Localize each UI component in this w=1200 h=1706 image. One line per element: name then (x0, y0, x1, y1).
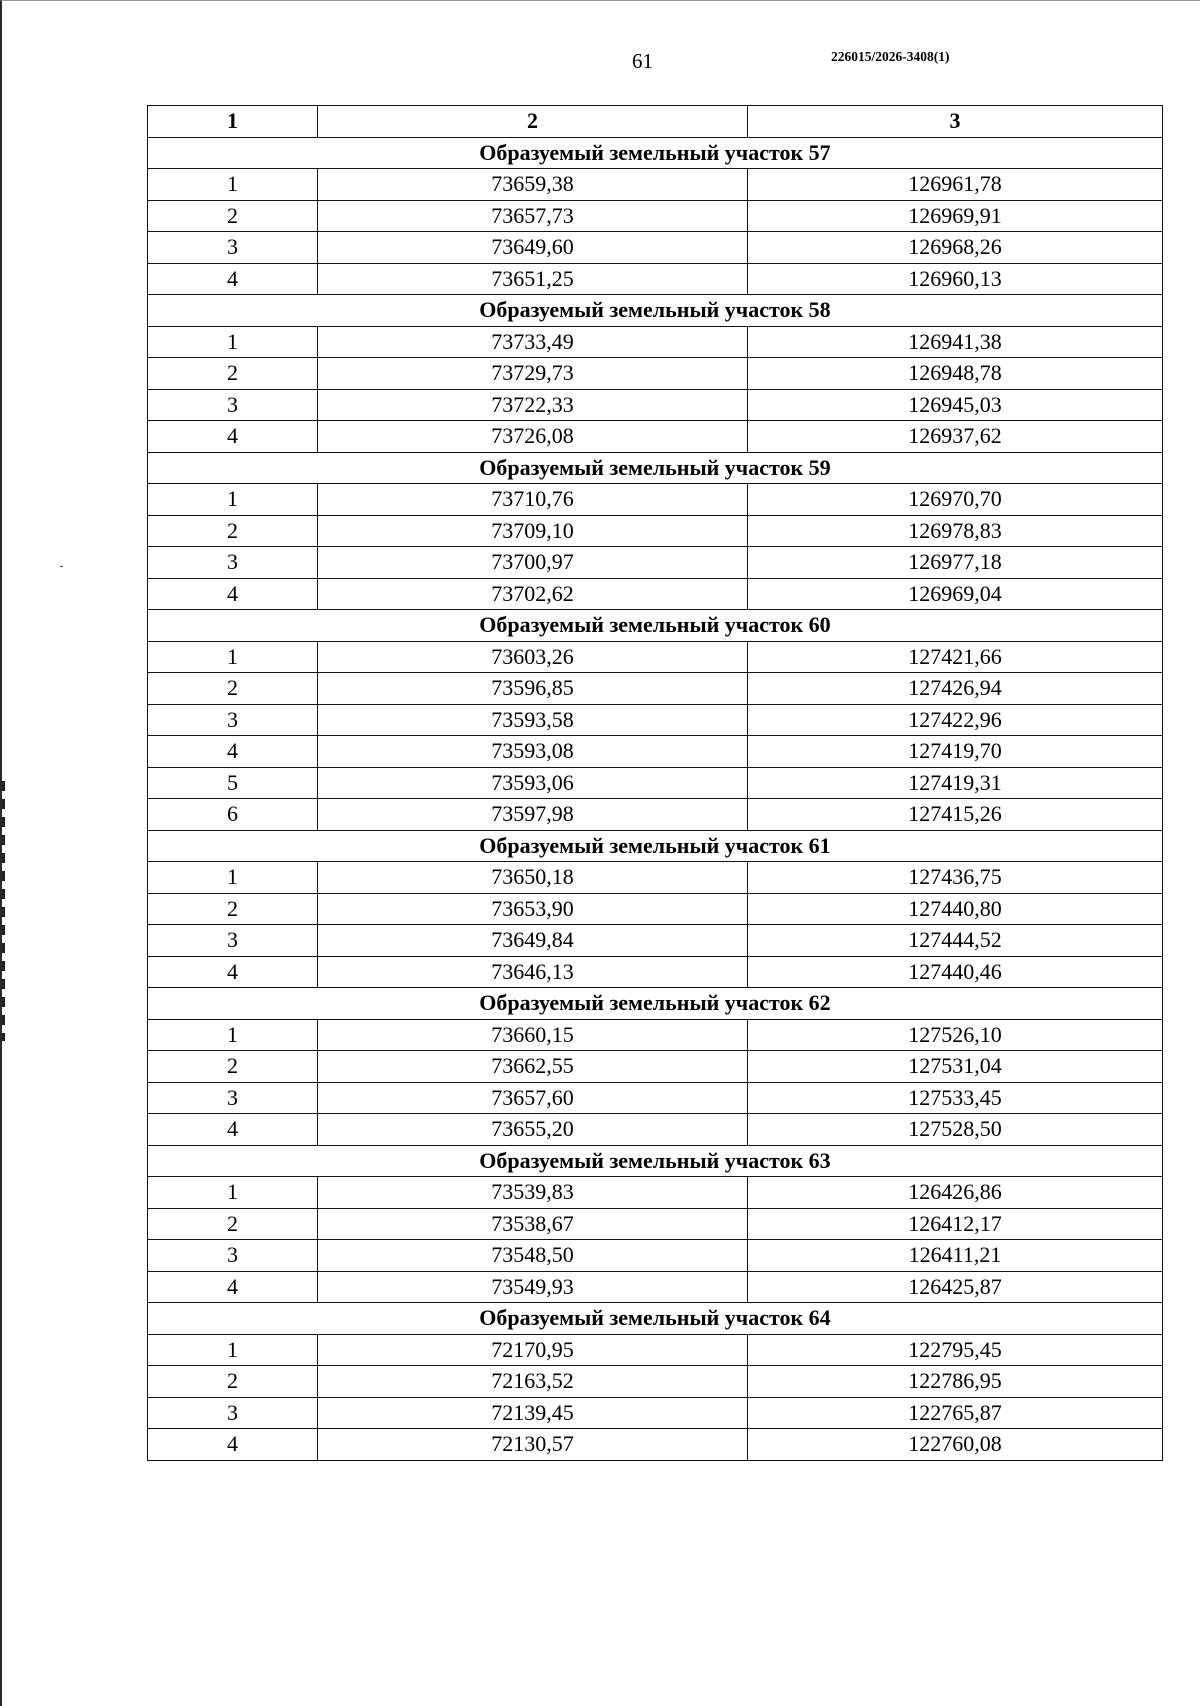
y-coordinate-cell: 127440,46 (748, 956, 1163, 988)
y-coordinate-cell: 126969,91 (748, 200, 1163, 232)
column-header-1: 1 (148, 106, 318, 138)
x-coordinate-cell: 73649,60 (318, 232, 748, 264)
x-coordinate-cell: 73650,18 (318, 862, 748, 894)
section-title: Образуемый земельный участок 64 (148, 1303, 1163, 1335)
x-coordinate-cell: 72130,57 (318, 1429, 748, 1461)
section-header-row (148, 610, 1163, 642)
x-coordinate-cell: 73733,49 (318, 326, 748, 358)
table-row (148, 232, 1163, 264)
y-coordinate-cell: 126978,83 (748, 515, 1163, 547)
y-coordinate-cell: 126945,03 (748, 389, 1163, 421)
table-row (148, 1019, 1163, 1051)
section-header-row (148, 830, 1163, 862)
point-number-cell: 1 (148, 1019, 318, 1051)
y-coordinate-cell: 126960,13 (748, 263, 1163, 295)
section-header-row (148, 452, 1163, 484)
table-row (148, 1429, 1163, 1461)
y-coordinate-cell: 127419,31 (748, 767, 1163, 799)
table-row (148, 925, 1163, 957)
section-title: Образуемый земельный участок 60 (148, 610, 1163, 642)
x-coordinate-cell: 73660,15 (318, 1019, 748, 1051)
y-coordinate-cell: 127533,45 (748, 1082, 1163, 1114)
point-number-cell: 4 (148, 736, 318, 768)
y-coordinate-cell: 126412,17 (748, 1208, 1163, 1240)
table-row (148, 1366, 1163, 1398)
point-number-cell: 2 (148, 515, 318, 547)
point-number-cell: 3 (148, 925, 318, 957)
x-coordinate-cell: 73657,73 (318, 200, 748, 232)
x-coordinate-cell: 73702,62 (318, 578, 748, 610)
point-number-cell: 2 (148, 893, 318, 925)
point-number-cell: 1 (148, 484, 318, 516)
x-coordinate-cell: 72139,45 (318, 1397, 748, 1429)
section-header-row (148, 137, 1163, 169)
y-coordinate-cell: 126977,18 (748, 547, 1163, 579)
y-coordinate-cell: 127531,04 (748, 1051, 1163, 1083)
table-row (148, 358, 1163, 390)
point-number-cell: 4 (148, 956, 318, 988)
x-coordinate-cell: 73603,26 (318, 641, 748, 673)
y-coordinate-cell: 127436,75 (748, 862, 1163, 894)
x-coordinate-cell: 73593,58 (318, 704, 748, 736)
coordinates-table (147, 105, 1163, 1461)
table-row (148, 484, 1163, 516)
table-row (148, 1177, 1163, 1209)
x-coordinate-cell: 73700,97 (318, 547, 748, 579)
y-coordinate-cell: 127526,10 (748, 1019, 1163, 1051)
x-coordinate-cell: 73596,85 (318, 673, 748, 705)
table-header (148, 106, 1163, 138)
section-title: Образуемый земельный участок 57 (148, 137, 1163, 169)
x-coordinate-cell: 73646,13 (318, 956, 748, 988)
point-number-cell: 2 (148, 358, 318, 390)
x-coordinate-cell: 73657,60 (318, 1082, 748, 1114)
y-coordinate-cell: 127419,70 (748, 736, 1163, 768)
point-number-cell: 1 (148, 862, 318, 894)
point-number-cell: 2 (148, 200, 318, 232)
table-row (148, 736, 1163, 768)
table-body (148, 137, 1163, 1460)
table-row (148, 1082, 1163, 1114)
point-number-cell: 4 (148, 578, 318, 610)
point-number-cell: 5 (148, 767, 318, 799)
y-coordinate-cell: 122760,08 (748, 1429, 1163, 1461)
x-coordinate-cell: 72170,95 (318, 1334, 748, 1366)
section-title: Образуемый земельный участок 61 (148, 830, 1163, 862)
point-number-cell: 3 (148, 1240, 318, 1272)
table-row (148, 578, 1163, 610)
section-title: Образуемый земельный участок 62 (148, 988, 1163, 1020)
x-coordinate-cell: 73593,06 (318, 767, 748, 799)
x-coordinate-cell: 73549,93 (318, 1271, 748, 1303)
section-header-row (148, 1303, 1163, 1335)
document-code: 226015/2026-3408(1) (831, 49, 950, 64)
point-number-cell: 3 (148, 1082, 318, 1114)
x-coordinate-cell: 73662,55 (318, 1051, 748, 1083)
section-header-row (148, 1145, 1163, 1177)
column-header-2: 2 (318, 106, 748, 138)
column-header-3: 3 (748, 106, 1163, 138)
table-row (148, 767, 1163, 799)
table-row (148, 1240, 1163, 1272)
x-coordinate-cell: 73538,67 (318, 1208, 748, 1240)
x-coordinate-cell: 73593,08 (318, 736, 748, 768)
point-number-cell: 3 (148, 704, 318, 736)
section-header-row (148, 988, 1163, 1020)
x-coordinate-cell: 73729,73 (318, 358, 748, 390)
point-number-cell: 3 (148, 547, 318, 579)
point-number-cell: 3 (148, 1397, 318, 1429)
point-number-cell: 2 (148, 1051, 318, 1083)
table-row (148, 1271, 1163, 1303)
table-row (148, 704, 1163, 736)
scan-speck (60, 566, 63, 567)
y-coordinate-cell: 127426,94 (748, 673, 1163, 705)
x-coordinate-cell: 73649,84 (318, 925, 748, 957)
table-row (148, 1397, 1163, 1429)
y-coordinate-cell: 127421,66 (748, 641, 1163, 673)
table-row (148, 1334, 1163, 1366)
x-coordinate-cell: 73597,98 (318, 799, 748, 831)
point-number-cell: 1 (148, 326, 318, 358)
y-coordinate-cell: 127415,26 (748, 799, 1163, 831)
x-coordinate-cell: 73651,25 (318, 263, 748, 295)
table-row (148, 389, 1163, 421)
y-coordinate-cell: 127444,52 (748, 925, 1163, 957)
table-row (148, 1208, 1163, 1240)
table-row (148, 862, 1163, 894)
point-number-cell: 1 (148, 1334, 318, 1366)
y-coordinate-cell: 126411,21 (748, 1240, 1163, 1272)
section-title: Образуемый земельный участок 59 (148, 452, 1163, 484)
y-coordinate-cell: 126425,87 (748, 1271, 1163, 1303)
table-row (148, 799, 1163, 831)
section-title: Образуемый земельный участок 58 (148, 295, 1163, 327)
point-number-cell: 4 (148, 1271, 318, 1303)
table-row (148, 673, 1163, 705)
x-coordinate-cell: 73655,20 (318, 1114, 748, 1146)
table-row (148, 515, 1163, 547)
y-coordinate-cell: 122765,87 (748, 1397, 1163, 1429)
point-number-cell: 1 (148, 169, 318, 201)
y-coordinate-cell: 126969,04 (748, 578, 1163, 610)
x-coordinate-cell: 73653,90 (318, 893, 748, 925)
point-number-cell: 2 (148, 673, 318, 705)
table-row (148, 641, 1163, 673)
binding-edge-marks (2, 781, 5, 1041)
point-number-cell: 4 (148, 421, 318, 453)
section-title: Образуемый земельный участок 63 (148, 1145, 1163, 1177)
x-coordinate-cell: 73709,10 (318, 515, 748, 547)
table-row (148, 1114, 1163, 1146)
section-header-row (148, 295, 1163, 327)
y-coordinate-cell: 126961,78 (748, 169, 1163, 201)
table-row (148, 956, 1163, 988)
y-coordinate-cell: 126941,38 (748, 326, 1163, 358)
x-coordinate-cell: 73548,50 (318, 1240, 748, 1272)
y-coordinate-cell: 127440,80 (748, 893, 1163, 925)
x-coordinate-cell: 72163,52 (318, 1366, 748, 1398)
y-coordinate-cell: 126968,26 (748, 232, 1163, 264)
table-row (148, 421, 1163, 453)
table-row (148, 263, 1163, 295)
table-row (148, 200, 1163, 232)
x-coordinate-cell: 73539,83 (318, 1177, 748, 1209)
point-number-cell: 4 (148, 263, 318, 295)
y-coordinate-cell: 127528,50 (748, 1114, 1163, 1146)
y-coordinate-cell: 126970,70 (748, 484, 1163, 516)
point-number-cell: 2 (148, 1366, 318, 1398)
x-coordinate-cell: 73710,76 (318, 484, 748, 516)
point-number-cell: 2 (148, 1208, 318, 1240)
point-number-cell: 3 (148, 232, 318, 264)
table-row (148, 169, 1163, 201)
point-number-cell: 1 (148, 1177, 318, 1209)
x-coordinate-cell: 73722,33 (318, 389, 748, 421)
y-coordinate-cell: 122795,45 (748, 1334, 1163, 1366)
point-number-cell: 6 (148, 799, 318, 831)
y-coordinate-cell: 126426,86 (748, 1177, 1163, 1209)
table-row (148, 326, 1163, 358)
y-coordinate-cell: 127422,96 (748, 704, 1163, 736)
point-number-cell: 3 (148, 389, 318, 421)
point-number-cell: 4 (148, 1429, 318, 1461)
page-number: 61 (632, 49, 653, 73)
x-coordinate-cell: 73726,08 (318, 421, 748, 453)
y-coordinate-cell: 122786,95 (748, 1366, 1163, 1398)
table-row (148, 1051, 1163, 1083)
table-row (148, 547, 1163, 579)
x-coordinate-cell: 73659,38 (318, 169, 748, 201)
table-row (148, 893, 1163, 925)
header-row (148, 106, 1163, 138)
point-number-cell: 1 (148, 641, 318, 673)
y-coordinate-cell: 126948,78 (748, 358, 1163, 390)
y-coordinate-cell: 126937,62 (748, 421, 1163, 453)
point-number-cell: 4 (148, 1114, 318, 1146)
